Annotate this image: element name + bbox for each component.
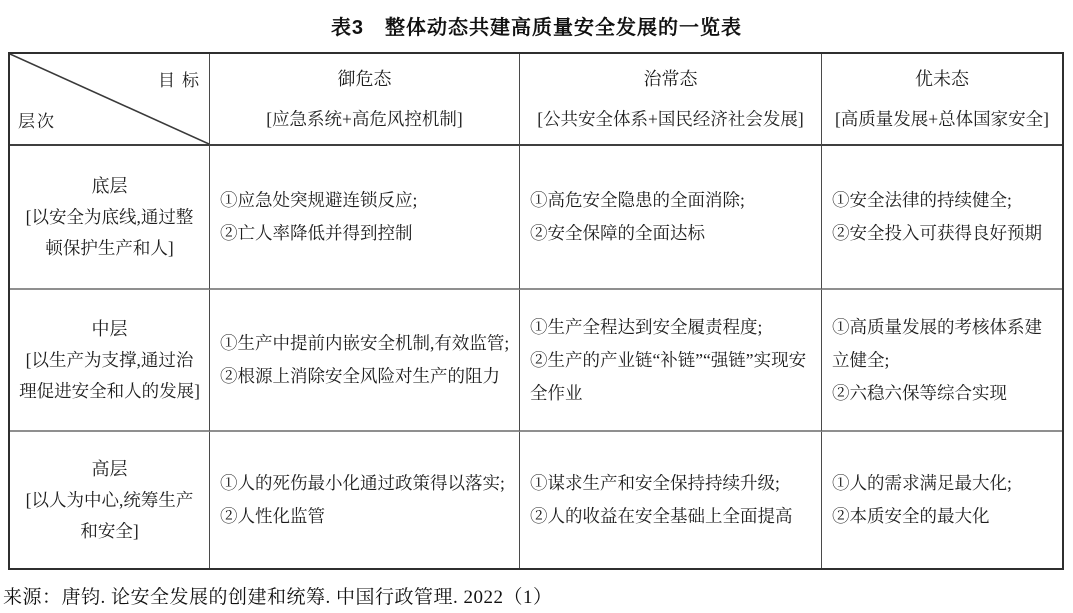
table-cell-r2c2 bbox=[520, 290, 822, 432]
cell-item: ②安全投入可获得良好预期 bbox=[832, 223, 1042, 243]
level-name: 高层 bbox=[91, 458, 128, 479]
column-name: 御危态 bbox=[337, 69, 392, 89]
column-header-yuweitai bbox=[210, 54, 520, 146]
level-note: [以生产为支撑,通过治理促进安全和人的发展] bbox=[19, 349, 200, 401]
cell-item: ②人的收益在安全基础上全面提高 bbox=[530, 506, 793, 526]
row-header-zhongceng bbox=[10, 290, 210, 432]
table-cell-r2c3 bbox=[822, 290, 1062, 432]
column-header-zhichangtai bbox=[520, 54, 822, 146]
overview-table bbox=[8, 52, 1064, 570]
cell-item: ②生产的产业链“补链”“强链”实现安全作业 bbox=[530, 349, 807, 403]
corner-header-cell bbox=[10, 54, 210, 146]
row-header-gaoceng bbox=[10, 432, 210, 568]
cell-item: ①应急处突规避连锁反应; bbox=[220, 190, 418, 210]
source-citation: 来源：唐钧. 论安全发展的创建和统筹. 中国行政管理. 2022（1） bbox=[3, 587, 553, 608]
column-subtitle: [公共安全体系+国民经济社会发展] bbox=[537, 109, 804, 129]
column-name: 治常态 bbox=[643, 69, 698, 89]
table-cell-r3c2 bbox=[520, 432, 822, 568]
table-cell-r2c1 bbox=[210, 290, 520, 432]
column-name: 优未态 bbox=[915, 69, 969, 89]
cell-item: ①人的死伤最小化通过政策得以落实; bbox=[220, 473, 505, 493]
cell-item: ②根源上消除安全风险对生产的阻力 bbox=[220, 366, 500, 386]
level-note: [以人为中心,统筹生产和安全] bbox=[25, 489, 194, 541]
cell-item: ①谋求生产和安全保持持续升级; bbox=[530, 473, 780, 493]
cell-item: ①人的需求满足最大化; bbox=[832, 473, 1012, 493]
table-title: 表3 整体动态共建高质量安全发展的一览表 bbox=[330, 17, 743, 39]
corner-level-label: 层次 bbox=[18, 112, 56, 131]
level-note: [以安全为底线,通过整顿保护生产和人] bbox=[25, 206, 194, 258]
cell-item: ①生产全程达到安全履责程度; bbox=[530, 316, 763, 337]
table-cell-r1c1 bbox=[210, 146, 520, 290]
level-name: 底层 bbox=[91, 175, 128, 196]
table-cell-r1c3 bbox=[822, 146, 1062, 290]
cell-item: ②本质安全的最大化 bbox=[832, 506, 990, 526]
cell-item: ②六稳六保等综合实现 bbox=[832, 382, 1007, 403]
column-subtitle: [高质量发展+总体国家安全] bbox=[834, 109, 1050, 129]
cell-item: ①安全法律的持续健全; bbox=[832, 190, 1012, 210]
row-header-diceng bbox=[10, 146, 210, 290]
cell-item: ②人性化监管 bbox=[220, 506, 325, 526]
column-header-youweitai bbox=[822, 54, 1062, 146]
column-subtitle: [应急系统+高危风控机制] bbox=[266, 109, 463, 129]
cell-item: ①高危安全隐患的全面消除; bbox=[530, 190, 745, 210]
corner-goal-label: 目标 bbox=[158, 71, 206, 90]
table-cell-r3c1 bbox=[210, 432, 520, 568]
cell-item: ①生产中提前内嵌安全机制,有效监管; bbox=[220, 333, 510, 353]
table-cell-r1c2 bbox=[520, 146, 822, 290]
cell-item: ②亡人率降低并得到控制 bbox=[220, 223, 413, 243]
table-cell-r3c3 bbox=[822, 432, 1062, 568]
cell-item: ①高质量发展的考核体系建立健全; bbox=[832, 316, 1042, 370]
cell-item: ②安全保障的全面达标 bbox=[530, 223, 705, 243]
level-name: 中层 bbox=[91, 318, 128, 339]
